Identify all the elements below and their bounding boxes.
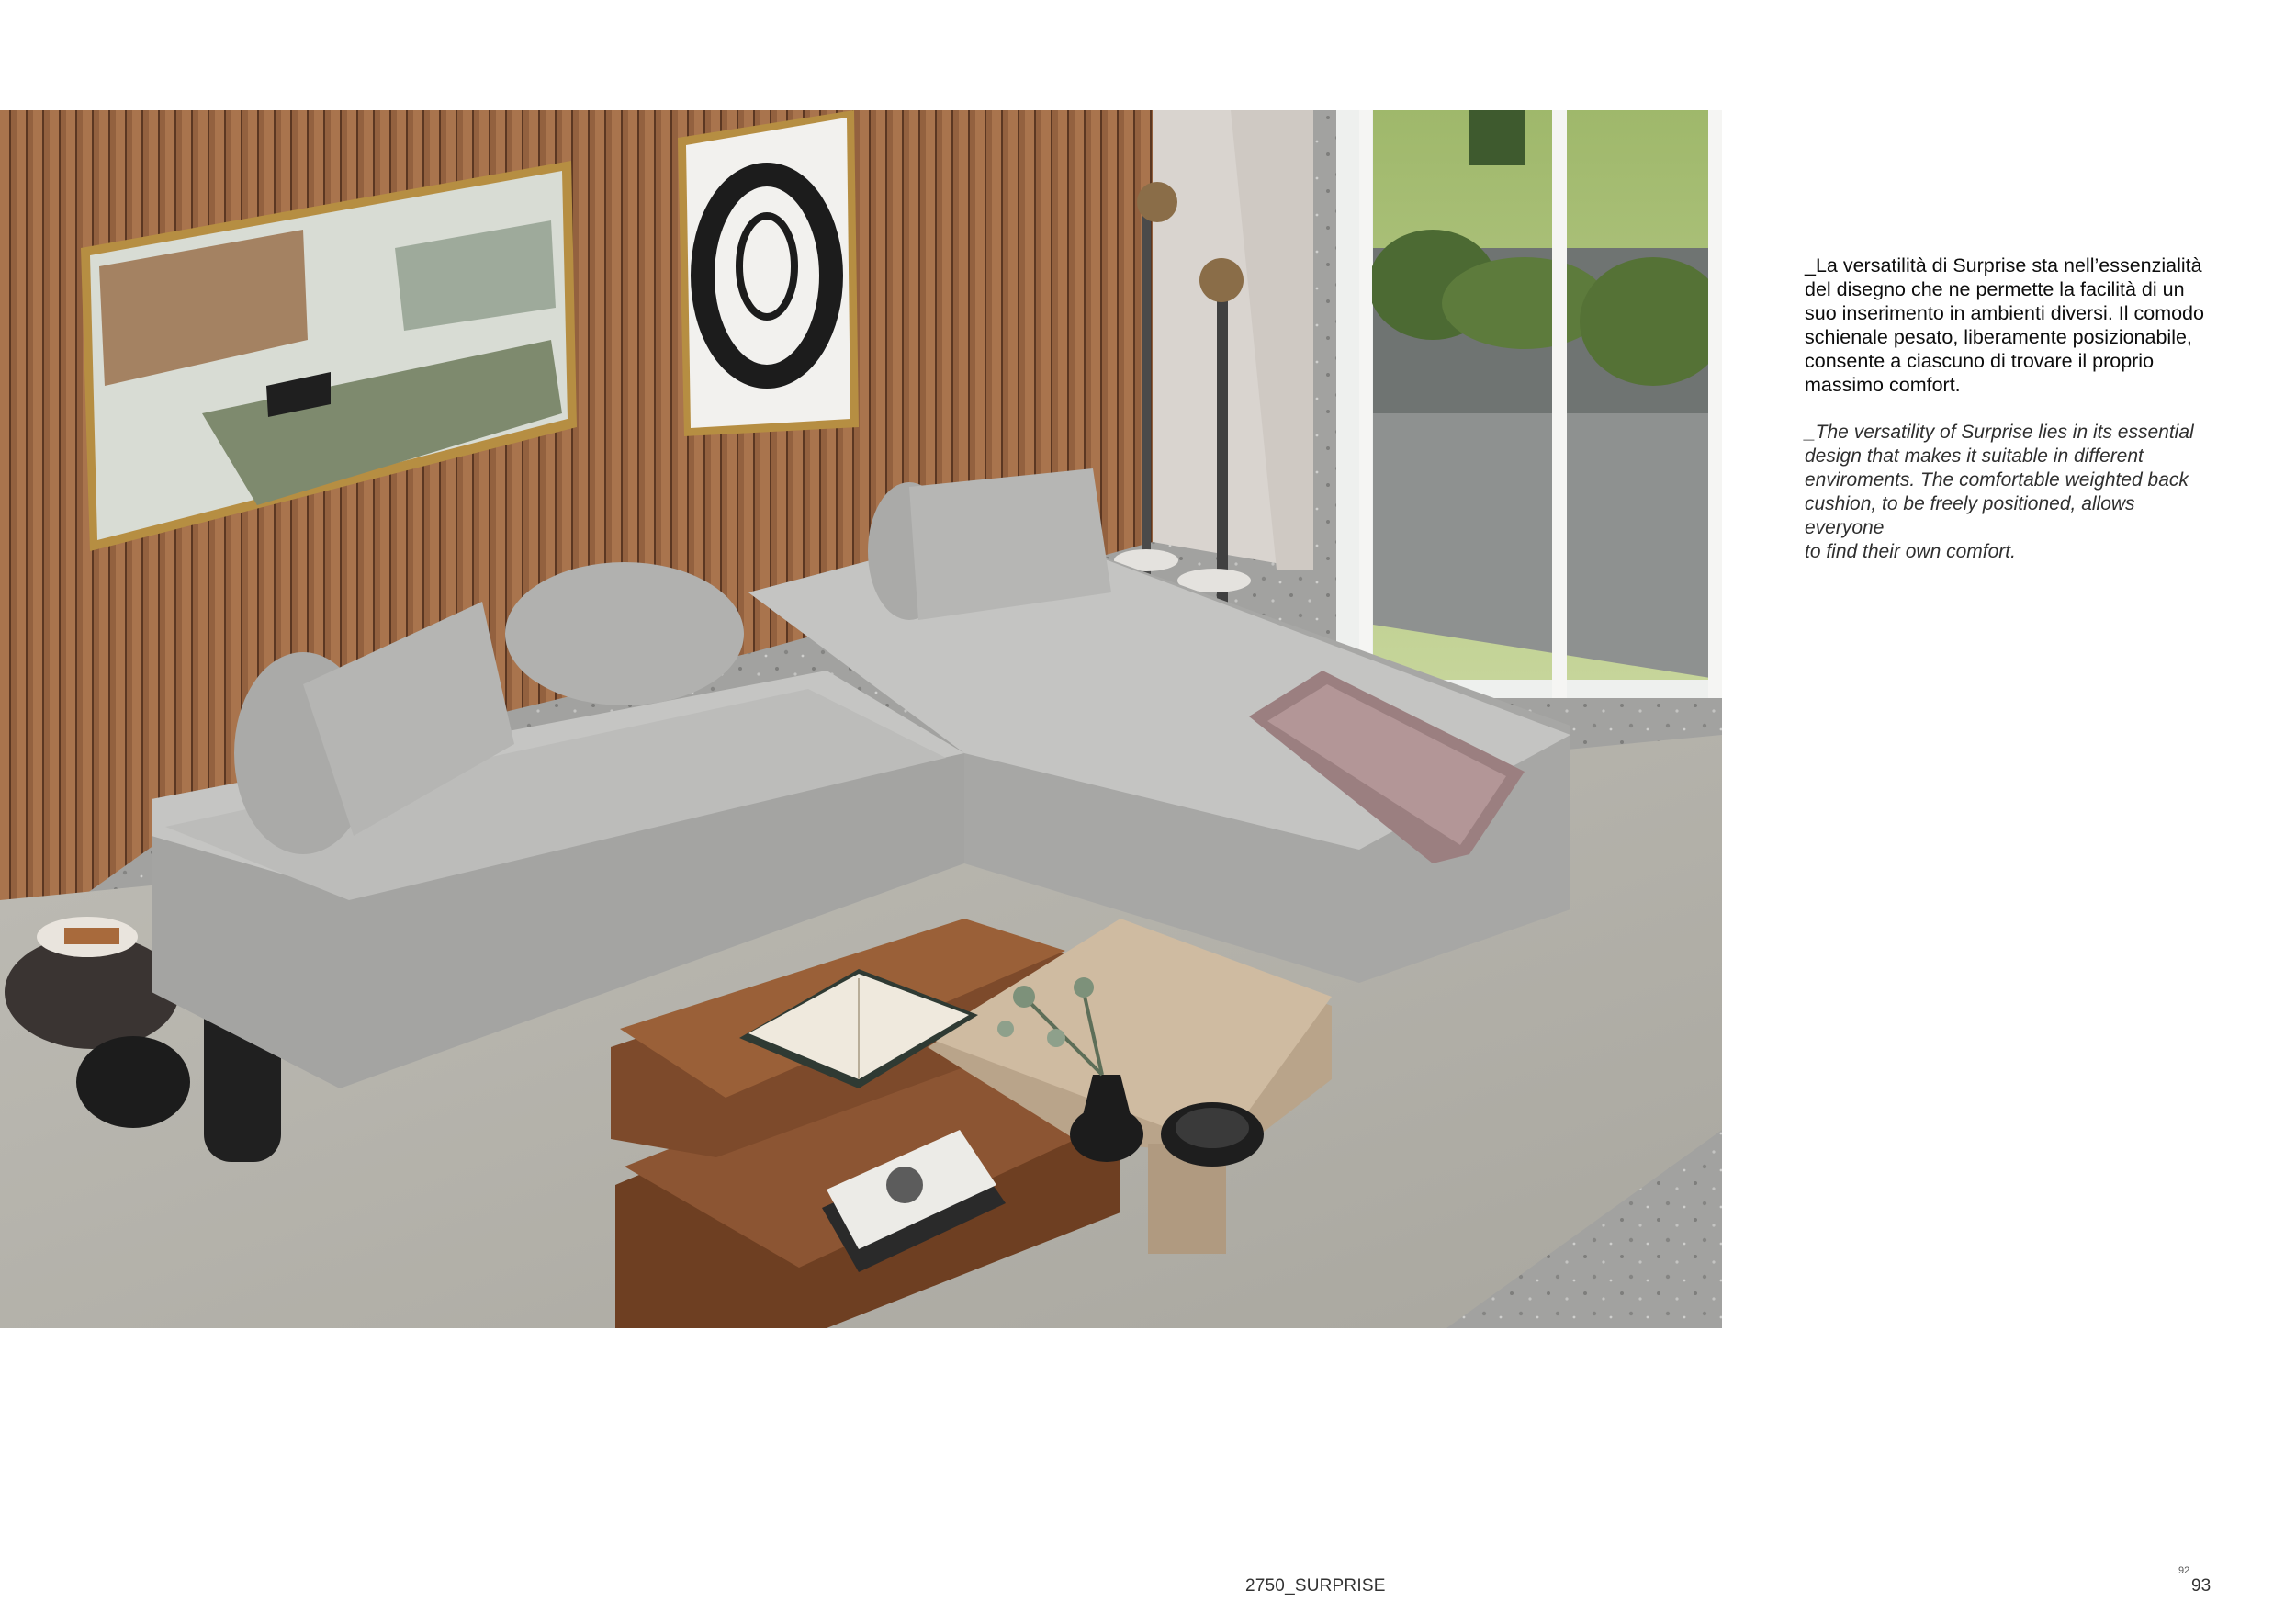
page-number-right: 93 (2191, 1576, 2212, 1596)
page-number-left: 92 (2178, 1565, 2190, 1576)
english-description: _The versatility of Surprise lies in its essential design that makes it suitable in different enviroments. The comfortable weighted back cushion, to be freely positioned, allows everyone to find their own comfort. (1805, 422, 2194, 562)
italian-description: _La versatilità di Surprise sta nell’essenzialità del disegno che ne permette la facilità di un suo inserimento in ambienti diversi. Il comodo schienale pesato, liberamente posizionabile, consente a ciascuno di trovare il proprio massimo comfort. (1805, 254, 2204, 396)
sofa-scene-illustration (0, 110, 1722, 1328)
collection-code: 2750_SURPRISE (1245, 1576, 1386, 1596)
interior-photo (0, 110, 1722, 1328)
description-block (1805, 254, 2218, 564)
